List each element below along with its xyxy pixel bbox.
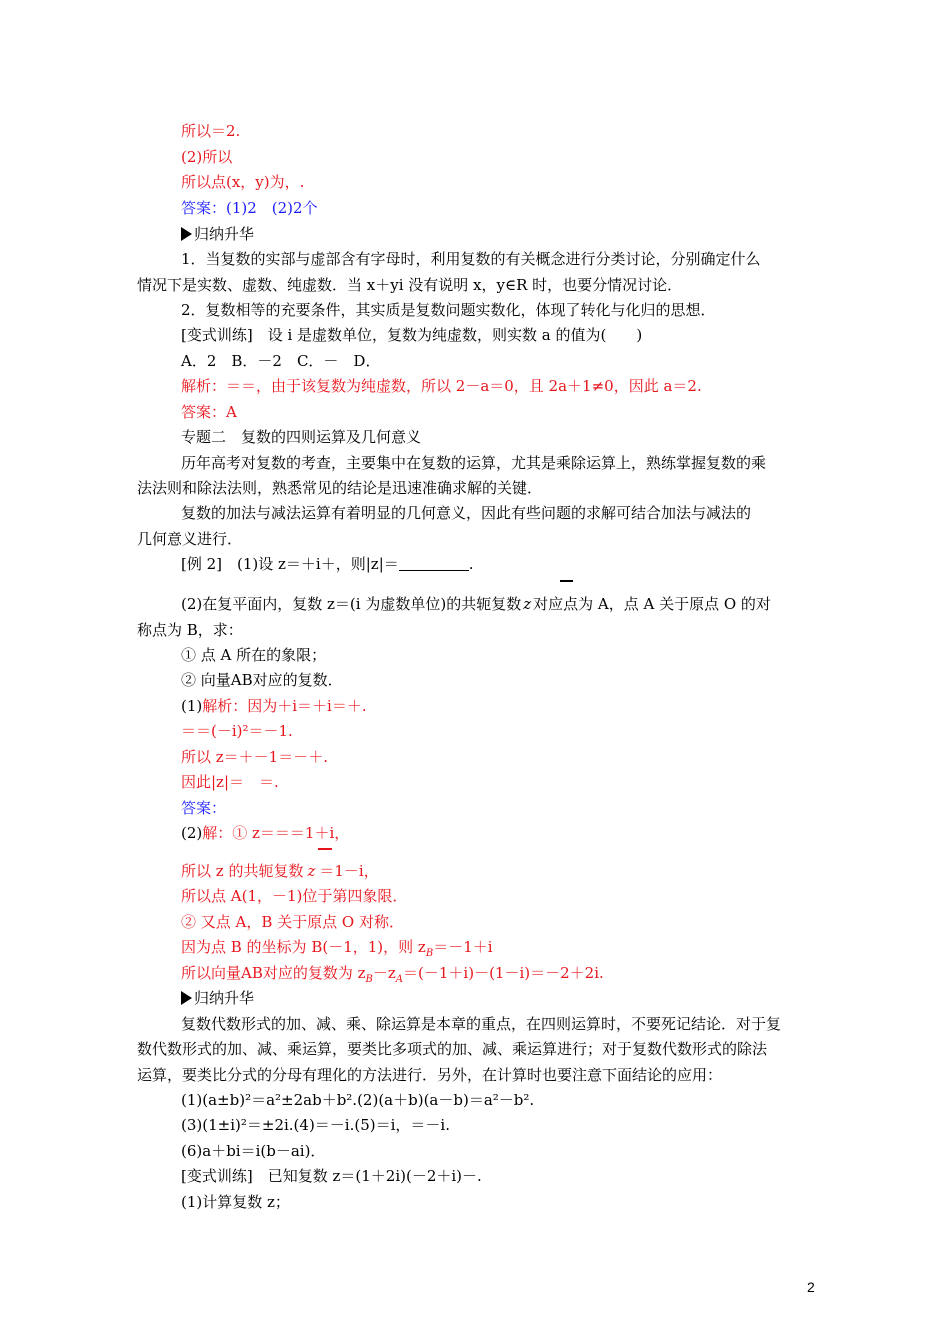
text-segment: 所以向量AB对应的复数为 z xyxy=(181,964,366,982)
text-line: 法法则和除法法则，熟悉常见的结论是迅速准确求解的关键． xyxy=(137,479,543,497)
text-segment: 对应点为 A，点 A 关于原点 O 的对 xyxy=(533,595,771,613)
period: . xyxy=(468,555,474,573)
conjugate-bar xyxy=(318,848,332,850)
subscript: B xyxy=(425,948,434,959)
solution-line: 所以点 A(1，－1)位于第四象限． xyxy=(181,887,408,905)
subscript: A xyxy=(395,974,404,985)
exercise-line: [变式训练] 已知复数 z＝(1＋2i)(－2＋i)－. xyxy=(181,1167,482,1185)
text-line: 数代数形式的加、减、乘运算，要类比多项式的加、减、乘运算进行；对于复数代数形式的除法 xyxy=(137,1040,768,1058)
solution-line: 解析：＝＝，由于该复数为纯虚数，所以 2－a＝0，且 2a＋1≠0，因此 a＝2. xyxy=(181,377,702,395)
heading-label: 归纳升华 xyxy=(194,225,255,243)
answer-line: 答案：(1)2 (2)2个 xyxy=(181,199,318,217)
solution-line: ② 又点 A，B 关于原点 O 对称． xyxy=(181,913,404,931)
solution-line xyxy=(181,861,379,881)
text-segment: 因为点 B 的坐标为 B(－1，1)，则 z xyxy=(181,938,426,956)
triangle-marker-icon xyxy=(181,991,192,1005)
text-line: 复数代数形式的加、减、乘、除运算是本章的重点，在四则运算时，不要死记结论．对于复 xyxy=(181,1015,782,1033)
formula-line: (6)a＋bi＝i(b－ai)． xyxy=(181,1142,326,1160)
conjugate-z: z xyxy=(307,862,316,880)
text-line: 复数的加法与减法运算有着明显的几何意义，因此有些问题的求解可结合加法与减法的 xyxy=(181,504,752,522)
text-line: 所以＝2. xyxy=(181,122,241,140)
text-line: (2)所以 xyxy=(181,148,233,166)
text-segment: (2)在复平面内，复数 z＝(i 为虚数单位)的共轭复数 xyxy=(181,595,522,613)
text-segment: (2) xyxy=(181,824,203,842)
page-number: 2 xyxy=(807,1279,815,1295)
subscript: B xyxy=(365,974,373,985)
conjugate-bar xyxy=(560,580,573,582)
triangle-marker-icon xyxy=(181,227,192,241)
topic-heading: 专题二 复数的四则运算及几何意义 xyxy=(181,428,422,446)
text-line: 称点为 B，求： xyxy=(137,621,243,639)
example-line xyxy=(181,554,474,574)
solution-line: ＝＝(－i)²＝－1. xyxy=(181,722,293,740)
text-segment: －z xyxy=(372,964,396,982)
options-line: A．2 B．－2 C．－ D． xyxy=(181,352,381,370)
text-segment: 解：① z＝＝＝1＋i， xyxy=(202,824,350,842)
solution-line: 因此|z|＝ ＝. xyxy=(181,773,279,791)
text-segment: 解析：因为＋i＝＋i＝＋. xyxy=(202,697,367,715)
text-line: ① 点 A 所在的象限； xyxy=(181,646,327,664)
text-segment: 所以 z 的共轭复数 xyxy=(181,862,304,880)
answer-line: 答案： xyxy=(181,799,227,817)
text-line: 历年高考对复数的考查，主要集中在复数的运算，尤其是乘除运算上，熟练掌握复数的乘 xyxy=(181,454,767,472)
text-line: 几何意义进行． xyxy=(137,530,243,548)
solution-line xyxy=(181,963,604,990)
text-line: 运算，要类比分式的分母有理化的方法进行．另外，在计算时也要注意下面结论的应用： xyxy=(137,1066,723,1084)
formula-line: (3)(1±i)²＝±2i.(4)＝－i.(5)＝i，＝－i. xyxy=(181,1116,450,1134)
formula-line: (1)(a±b)²＝a²±2ab＋b².(2)(a＋b)(a－b)＝a²－b². xyxy=(181,1091,535,1109)
text-segment: (1) xyxy=(181,697,203,715)
solution-line xyxy=(181,696,367,716)
section-heading xyxy=(181,988,254,1008)
heading-label: 归纳升华 xyxy=(194,989,255,1007)
text-line: 情况下是实数、虚数、纯虚数．当 x＋yi 没有说明 x，y∈R 时，也要分情况讨论． xyxy=(137,276,683,294)
text-line: ② 向量AB对应的复数． xyxy=(181,671,343,689)
exercise-line: (1)计算复数 z； xyxy=(181,1193,290,1211)
text-line: 所以点(x，y)为，. xyxy=(181,173,305,191)
solution-line xyxy=(181,823,349,843)
text-line xyxy=(181,594,771,614)
text-segment: ＝1－i， xyxy=(319,862,379,880)
exercise-line: [变式训练] 设 i 是虚数单位，复数为纯虚数，则实数 a 的值为( ) xyxy=(181,326,643,344)
text-segment: ＝(－1＋i)－(1－i)＝－2＋2i. xyxy=(403,964,604,982)
text-segment: ＝－1＋i xyxy=(433,938,493,956)
text-line: 1．当复数的实部与虚部含有字母时，利用复数的有关概念进行分类讨论，分别确定什么 xyxy=(181,250,761,268)
example-text: [例 2] (1)设 z＝＋i＋，则|z|＝ xyxy=(181,555,399,573)
conjugate-z: z xyxy=(523,595,532,613)
solution-line xyxy=(181,937,493,964)
answer-blank xyxy=(399,556,469,571)
section-heading xyxy=(181,224,254,244)
text-line: 2．复数相等的充要条件，其实质是复数问题实数化，体现了转化与化归的思想． xyxy=(181,301,716,319)
answer-line: 答案：A xyxy=(181,403,237,421)
solution-line: 所以 z＝＋－1＝－＋. xyxy=(181,748,328,766)
